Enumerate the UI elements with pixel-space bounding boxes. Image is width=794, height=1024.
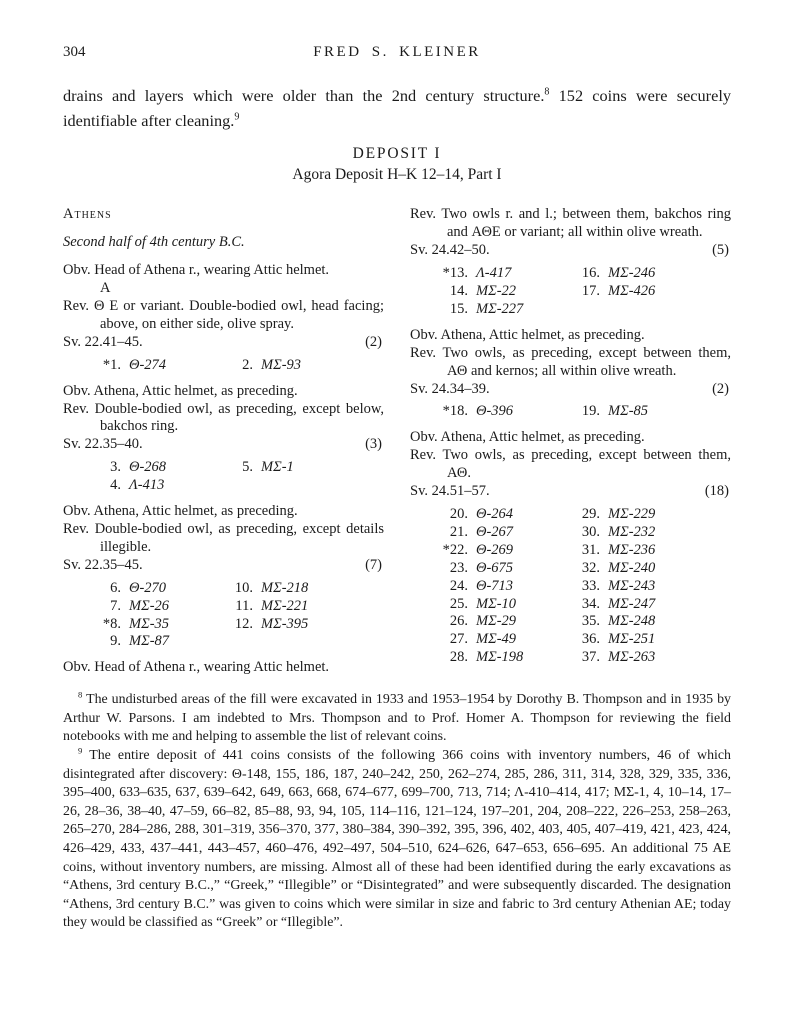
coin-number: 3. bbox=[110, 459, 121, 476]
coin-list bbox=[63, 459, 384, 495]
coin-count: (2) bbox=[712, 380, 729, 397]
catalog-reference-line bbox=[63, 557, 384, 575]
coin-number: 25. bbox=[449, 595, 468, 612]
coin-id: MΣ-240 bbox=[608, 559, 656, 576]
deposit-subtitle: Agora Deposit H–K 12–14, Part I bbox=[292, 166, 502, 184]
coin-number: *22. bbox=[442, 541, 468, 558]
coin-count: (3) bbox=[365, 436, 382, 453]
coin-list bbox=[63, 580, 384, 652]
catalog-reference-line bbox=[63, 334, 384, 352]
coin-id: Θ-675 bbox=[476, 559, 514, 576]
coin-number: 36. bbox=[581, 631, 600, 648]
coin-number: *1. bbox=[102, 356, 121, 373]
coin-number: *8. bbox=[102, 615, 121, 632]
coin-count: (7) bbox=[365, 556, 382, 573]
coin-row bbox=[410, 560, 731, 578]
coin-number: 26. bbox=[449, 613, 468, 630]
obverse-description: Obv. Head of Athena r., wearing Attic helmet. bbox=[63, 262, 330, 279]
coin-id: MΣ-218 bbox=[261, 579, 309, 596]
column-right bbox=[410, 206, 731, 677]
coin-row bbox=[63, 477, 384, 495]
coin-count: (2) bbox=[365, 333, 382, 350]
coin-id: MΣ-35 bbox=[129, 615, 170, 632]
obverse-description: Obv. Athena, Attic helmet, as preceding. bbox=[410, 429, 645, 446]
coin-id: Λ-413 bbox=[129, 477, 165, 494]
deposit-title: DEPOSIT I bbox=[352, 145, 442, 163]
coin-row bbox=[410, 506, 731, 524]
coin-number: 29. bbox=[581, 506, 600, 522]
coin-list bbox=[410, 506, 731, 667]
coin-number: 31. bbox=[581, 541, 600, 558]
obverse-description: Obv. Athena, Attic helmet, as preceding. bbox=[63, 503, 298, 520]
coin-id: MΣ-426 bbox=[608, 283, 656, 300]
intro-text-2: 152 coins were securely identifiable after cleaning. bbox=[63, 86, 731, 131]
coin-number: 34. bbox=[581, 595, 600, 612]
reverse-description: Rev. Θ E or variant. Double-bodied owl, head facing; above, on either side, olive spray. bbox=[63, 298, 384, 332]
footnote-ref-9: 9 bbox=[234, 111, 240, 123]
coin-list bbox=[410, 403, 731, 421]
catalog-reference-line bbox=[410, 242, 731, 260]
coin-row bbox=[63, 459, 384, 477]
footnote-text-8: The undisturbed areas of the fill were excavated in 1933 and 1953–1954 by Dorothy B. Thompson and in 1935 by Arthur W. Parsons. I am indebted to Mrs. Thompson and to Prof. Homer A. Thompson for reviewing the field notebooks with me and helping to assemble the list of relevant coins. bbox=[63, 692, 731, 745]
coin-row bbox=[63, 580, 384, 598]
coin-number bbox=[219, 477, 253, 495]
coin-row bbox=[410, 283, 731, 301]
coin-number: 14. bbox=[449, 283, 468, 300]
coin-id: Λ-417 bbox=[476, 265, 512, 282]
footnotes bbox=[63, 691, 731, 933]
coin-id: MΣ-229 bbox=[608, 506, 656, 522]
coin-number: 32. bbox=[581, 559, 600, 576]
coin-id: MΣ-227 bbox=[476, 300, 524, 317]
footnote-text-9: The entire deposit of 441 coins consists of the following 366 coins with inventory numbers, 46 of which disintegrated after discovery: Θ-148, 155, 186, 187, 240–242, 250, 262–274, 285, 286, 311, 314, 328, 329, 335, 336, 395–400, 633–635, 637, 639–642, 649, 663, 668, 674–677, 699–700, 713, 714; Λ-410–414, 417; MΣ-1, 4, 10–14, 17–26, 28–36, 38–40, 47–59, 66–82, 85–88, 93, 94, 105, 114–116, 121–124, 197–201, 204, 208–222, 226–253, 258–263, 265–270, 284–286, 288, 301–319, 356–370, 377, 380–384, 390–392, 395, 396, 402, 403, 405, 407–419, 421, 423, 424, 426–429, 433, 437–441, 443–457, 460–476, 492–497, 504–510, 624–626, 647–653, 656–695. An additional 75 AE coins, without inventory numbers, are missing. Almost all of these had been identified during the early excavations as “Athens, 3rd century B.C.,” “Greek,” “Illegible” or “Disintegrated” and were subsequently discarded. The designation “Athens, 3rd century B.C.” was given to coins which were similar in size and fabric to 3rd century Athenian AE; today they would be classified as “Greek” or “Illegible”. bbox=[63, 748, 731, 931]
coin-number: 12. bbox=[234, 615, 253, 632]
coin-number: 7. bbox=[110, 597, 121, 614]
period-heading: Second half of 4th century B.C. bbox=[63, 234, 245, 251]
page-header bbox=[63, 44, 731, 61]
coin-row bbox=[410, 301, 731, 319]
coin-id: MΣ-22 bbox=[476, 283, 517, 300]
coin-number: 28. bbox=[449, 649, 468, 666]
coin-id: Θ-713 bbox=[476, 577, 514, 594]
coin-number: 6. bbox=[110, 579, 121, 596]
coin-row bbox=[410, 596, 731, 614]
coin-count: (18) bbox=[704, 483, 729, 500]
coin-list bbox=[410, 265, 731, 319]
coin-number: *13. bbox=[442, 265, 468, 282]
coin-id: Θ-264 bbox=[476, 506, 514, 522]
coin-row bbox=[410, 403, 731, 421]
coin-row bbox=[410, 613, 731, 631]
coin-number: 16. bbox=[581, 265, 600, 282]
catalog-columns bbox=[63, 206, 731, 677]
reverse-description: Rev. Two owls, as preceding, except between them, ΑΘ. bbox=[410, 447, 731, 482]
coin-id: MΣ-247 bbox=[608, 595, 656, 612]
reverse-description: Rev. Two owls r. and l.; between them, bakchos ring and ΑΘΕ or variant; all within olive wreath. bbox=[410, 206, 731, 241]
coin-number bbox=[219, 633, 253, 651]
coin-id: MΣ-10 bbox=[476, 595, 517, 612]
coin-number: 9. bbox=[110, 633, 121, 650]
coin-id: MΣ-263 bbox=[608, 649, 656, 666]
coin-id: MΣ-29 bbox=[476, 613, 517, 630]
coin-id: MΣ-87 bbox=[129, 633, 170, 650]
coin-id: Θ-396 bbox=[476, 403, 514, 420]
reverse-description: Rev. Double-bodied owl, as preceding, except below, bakchos ring. bbox=[63, 400, 384, 435]
coin-row bbox=[63, 633, 384, 651]
reverse-description: Rev. Two owls, as preceding, except between them, ΑΘ and kernos; all within olive wreath. bbox=[410, 344, 731, 379]
svoronos-reference: Sv. 22.41–45. bbox=[63, 333, 143, 350]
svoronos-reference: Sv. 22.35–45. bbox=[63, 556, 143, 573]
coin-id: MΣ-26 bbox=[129, 597, 170, 614]
coin-row bbox=[63, 598, 384, 616]
coin-id: MΣ-236 bbox=[608, 541, 656, 558]
footnote-ref-8: 8 bbox=[544, 86, 550, 98]
coin-row bbox=[410, 524, 731, 542]
coin-id: MΣ-248 bbox=[608, 613, 656, 630]
page-number: 304 bbox=[63, 44, 86, 60]
footnote-8 bbox=[63, 691, 731, 747]
coin-number bbox=[566, 301, 600, 319]
coin-row bbox=[410, 631, 731, 649]
coin-number: 21. bbox=[449, 523, 468, 540]
coin-id: MΣ-221 bbox=[261, 597, 309, 614]
coin-number: 2. bbox=[242, 356, 253, 373]
coin-id: MΣ-243 bbox=[608, 577, 656, 594]
coin-id: Θ-270 bbox=[129, 579, 167, 596]
coin-number: 4. bbox=[110, 477, 121, 494]
coin-id bbox=[253, 633, 384, 651]
coin-number: 5. bbox=[242, 459, 253, 476]
coin-number: 30. bbox=[581, 523, 600, 540]
coin-number: *18. bbox=[442, 403, 468, 420]
intro-text-1: drains and layers which were older than the 2nd century structure. bbox=[63, 86, 545, 105]
coin-id: MΣ-246 bbox=[608, 265, 656, 282]
coin-number: 27. bbox=[449, 631, 468, 648]
coin-id bbox=[600, 301, 731, 319]
coin-number: 15. bbox=[449, 300, 468, 317]
coin-id: MΣ-1 bbox=[261, 459, 294, 476]
coin-id: Θ-268 bbox=[129, 459, 167, 476]
svoronos-reference: Sv. 24.34–39. bbox=[410, 380, 490, 397]
catalog-reference-line bbox=[410, 381, 731, 399]
coin-row bbox=[410, 542, 731, 560]
catalog-reference-line bbox=[410, 483, 731, 501]
svoronos-reference: Sv. 24.51–57. bbox=[410, 483, 490, 500]
coin-id: MΣ-85 bbox=[608, 403, 649, 420]
coin-id: MΣ-198 bbox=[476, 649, 524, 666]
coin-number: 10. bbox=[234, 579, 253, 596]
coin-row bbox=[410, 649, 731, 667]
mint-heading: Athens bbox=[63, 206, 112, 223]
intro-paragraph bbox=[63, 83, 731, 133]
coin-id: MΣ-93 bbox=[261, 356, 302, 373]
coin-id: MΣ-251 bbox=[608, 631, 656, 648]
coin-id: MΣ-395 bbox=[261, 615, 309, 632]
footnote-9 bbox=[63, 747, 731, 933]
footnote-marker-8: 8 bbox=[78, 689, 83, 700]
coin-id bbox=[253, 477, 384, 495]
coin-id: Θ-269 bbox=[476, 541, 514, 558]
coin-number: 20. bbox=[449, 506, 468, 522]
obverse-description: Obv. Athena, Attic helmet, as preceding. bbox=[410, 326, 645, 343]
footnote-marker-9: 9 bbox=[78, 745, 83, 756]
coin-count: (5) bbox=[712, 242, 729, 259]
running-head: FRED S. KLEINER bbox=[313, 44, 481, 60]
coin-id: Θ-267 bbox=[476, 523, 514, 540]
coin-number: 35. bbox=[581, 613, 600, 630]
coin-number: 37. bbox=[581, 649, 600, 666]
coin-number: 11. bbox=[235, 597, 253, 614]
coin-row bbox=[410, 265, 731, 283]
column-left bbox=[63, 206, 384, 677]
coin-number: 24. bbox=[449, 577, 468, 594]
coin-row bbox=[63, 357, 384, 375]
coin-id: MΣ-232 bbox=[608, 523, 656, 540]
coin-id: Θ-274 bbox=[129, 356, 167, 373]
coin-row bbox=[63, 616, 384, 634]
svoronos-reference: Sv. 22.35–40. bbox=[63, 436, 143, 453]
coin-list bbox=[63, 357, 384, 375]
svoronos-reference: Sv. 24.42–50. bbox=[410, 242, 490, 259]
coin-number: 17. bbox=[581, 283, 600, 300]
obverse-description: Obv. Athena, Attic helmet, as preceding. bbox=[63, 382, 298, 399]
obverse-description: Obv. Head of Athena r., wearing Attic helmet. bbox=[63, 659, 330, 676]
obverse-letter: A bbox=[100, 280, 111, 297]
coin-number: 33. bbox=[581, 577, 600, 594]
coin-number: 19. bbox=[581, 403, 600, 420]
coin-number: 23. bbox=[449, 559, 468, 576]
coin-id: MΣ-49 bbox=[476, 631, 517, 648]
coin-row bbox=[410, 578, 731, 596]
reverse-description: Rev. Double-bodied owl, as preceding, except details illegible. bbox=[63, 521, 384, 555]
catalog-reference-line bbox=[63, 436, 384, 454]
